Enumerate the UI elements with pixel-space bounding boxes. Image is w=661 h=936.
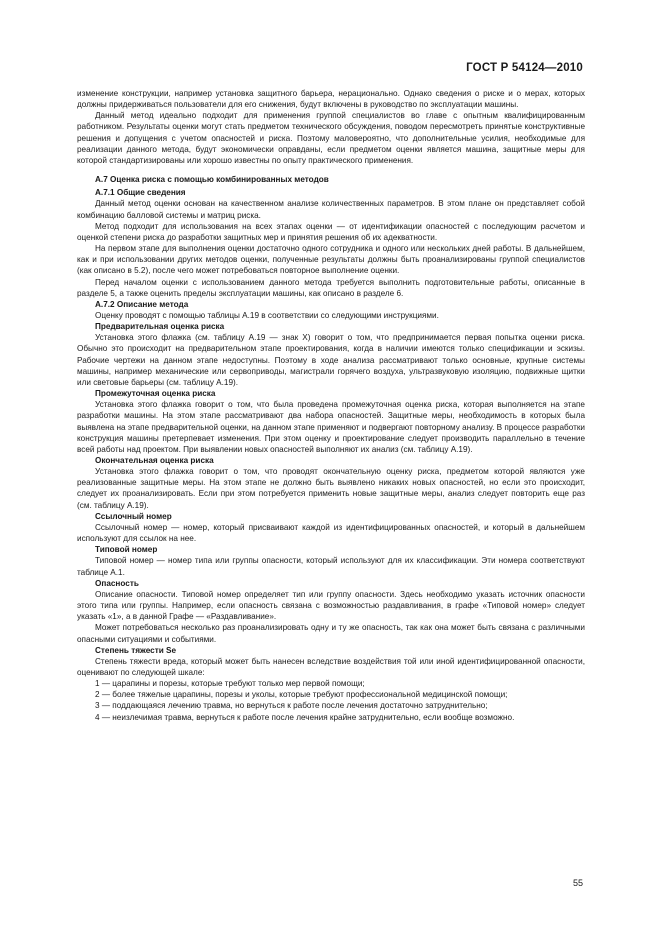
paragraph: Описание опасности. Типовой номер определяет тип или группу опасности. Здесь необходимо указать источник опасности этого типа или группы. Например, если опасность связана с возможностью раздавливания, в графе «Типовой номер» следует указать «1», а в данной Графе — «Раздавливание». xyxy=(77,589,585,622)
severity-scale-item: 3 — поддающаяся лечению травма, но вернуться к работе после лечения достаточно затруднительно; xyxy=(95,701,488,711)
paragraph: Данный метод идеально подходит для применения группой специалистов во главе с опытным квалифицированным работником. Результаты оценки могут стать предметом технического обсуждения, поводом пересмотреть принятые конструктивные решения и допущения с учетом опасностей и риска. Поэтому маловероятно, что дополнительные усилия, необходимые для реализации данного метода, будут экономически оправданы, если предметом оценки является машина, защитные меры для которой стандартизированы или хорошо известны по опыту практического применения. xyxy=(77,111,585,165)
page-header: ГОСТ Р 54124—2010 xyxy=(466,62,583,74)
severity-scale-item: 2 — более тяжелые царапины, порезы и уколы, которые требуют профессиональной медицинской помощи; xyxy=(95,690,508,700)
section-heading-a7: А.7 Оценка риска с помощью комбинированных методов xyxy=(95,175,329,185)
term-heading-final: Окончательная оценка риска xyxy=(95,456,214,465)
paragraph: Оценку проводят с помощью таблицы А.19 в соответствии со следующими инструкциями. xyxy=(95,310,439,320)
paragraph: На первом этапе для выполнения оценки достаточно одного сотрудника и одного или нескольких дней работы. В дальнейшем, как и при использовании других методов оценки, полученные результаты должны быть проанализированы группой специалистов (как описано в 5.2), после чего может потребоваться повторное выполнение оценки. xyxy=(77,244,585,276)
severity-scale-item: 1 — царапины и порезы, которые требуют только мер первой помощи; xyxy=(95,679,365,689)
paragraph: Перед началом оценки с использованием данного метода требуется выполнить подготовительные работы, описанные в разделе 5, а также оценить пределы эксплуатации машины, как описано в разделе 6. xyxy=(77,277,585,298)
term-heading-preliminary: Предварительная оценка риска xyxy=(95,322,225,332)
term-heading-hazard: Опасность xyxy=(95,578,139,588)
paragraph: Может потребоваться несколько раз проанализировать одну и ту же опасность, так как она может быть связана с различными опасными ситуациями и событиями. xyxy=(77,623,585,644)
subsection-heading-a71: А.7.1 Общие сведения xyxy=(95,188,186,198)
paragraph: изменение конструкции, например установка защитного барьера, нерационально. Однако сведения о риске и о мерах, которых должны придерживаться пользователи для его снижения, будут включены в руководство по эксплуатации машины. xyxy=(77,89,585,110)
term-heading-intermediate: Промежуточная оценка риска xyxy=(95,389,216,399)
term-heading-severity: Степень тяжести Se xyxy=(95,645,177,655)
subsection-heading-a72: А.7.2 Описание метода xyxy=(95,299,189,309)
paragraph: Ссылочный номер — номер, который присваивают каждой из идентифицированных опасностей, и который в дальнейшем используют для ссылок на нее. xyxy=(77,522,585,544)
paragraph: Метод подходит для использования на всех этапах оценки — от идентификации опасностей с последующим расчетом и оценкой степени риска до разработки защитных мер и принятия решения об их адекватности. xyxy=(77,221,585,242)
paragraph: Установка этого флажка говорит о том, что проводят окончательную оценку риска, предметом которой являются уже реализованные защитные меры. На этом этапе не должно быть выявлено никаких новых опасностей, но если это происходит, следует их проанализировать. Если при этом потребуется применить новые защитные меры, анализ следует повторить еще раз (см. таблицу А.19). xyxy=(77,467,585,510)
paragraph: Установка этого флажка говорит о том, что была проведена промежуточная оценка риска, которая выполняется на этапе разработки машины. На этом этапе рассматривают два набора опасностей. Защитные меры, необходимость в которых была выявлена на этапе предварительной оценки, на данном этапе применяют и подвергают повторному анализу. В процессе разработки конструкция машины претерпевает изменения. При этом оценку и проектирование следует производить параллельно в течение всей работы над проектом. При выявлении новых опасностей выполняют их анализ (см. таблицу А.19). xyxy=(77,400,585,454)
page-number: 55 xyxy=(572,878,583,888)
document-body xyxy=(77,88,585,723)
paragraph: Данный метод оценки основан на качественном анализе количественных параметров. В этом плане он представляет собой комбинацию балловой системы и матриц риска. xyxy=(77,199,585,220)
paragraph: Степень тяжести вреда, который может быть нанесен вследствие воздействия той или иной идентифицированной опасности, оценивают по следующей шкале: xyxy=(77,656,585,677)
paragraph: Типовой номер — номер типа или группы опасности, который используют для их классификации. Эти номера соответствуют таблице А.1. xyxy=(77,556,585,577)
severity-scale-item: 4 — неизлечимая травма, вернуться к работе после лечения крайне затруднительно, если вообще возможно. xyxy=(95,712,515,722)
term-heading-reference-number: Ссылочный номер xyxy=(95,511,172,521)
paragraph: Установка этого флажка (см. таблицу А.19 — знак Х) говорит о том, что предпринимается первая попытка оценки риска. Обычно это происходит на предварительном этапе проектирования, когда в наличии имеются только спецификации и эскизы. Рабочие чертежи на данном этапе недоступны. Поэтому в ходе анализа рассматривают только основные, крупные системы машины, например механические или сервоприводы, магистрали горячего воздуха, ультразвуковую изоляцию, подвижные щитки или световые барьеры (см. таблицу А.19). xyxy=(77,333,585,387)
term-heading-type-number: Типовой номер xyxy=(95,545,158,555)
